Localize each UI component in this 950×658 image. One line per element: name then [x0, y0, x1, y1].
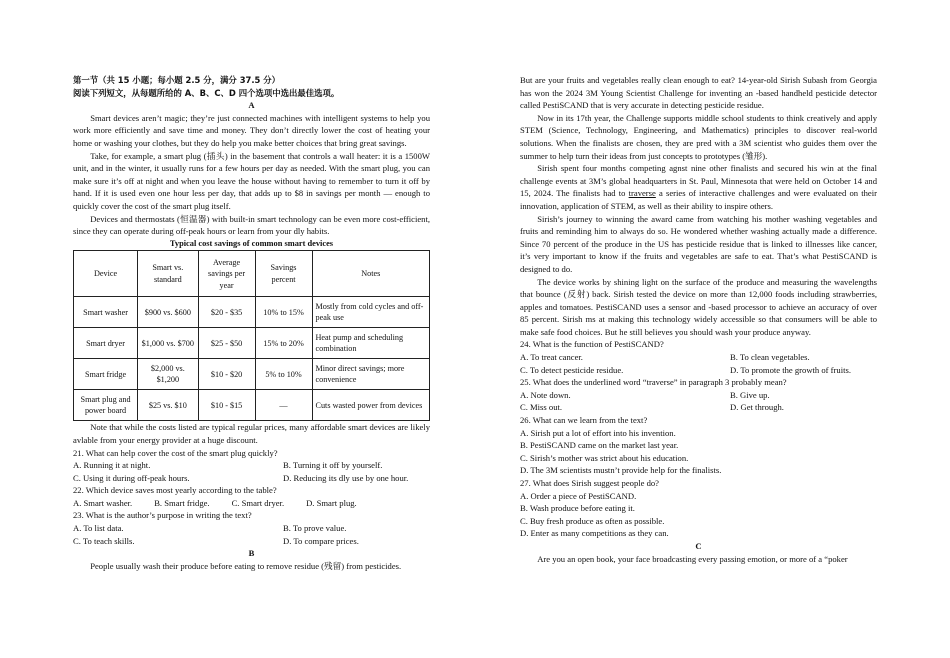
table-cell: 15% to 20% [255, 328, 312, 359]
underlined-word: traverse [628, 188, 656, 199]
passage-c-label: C [695, 540, 702, 551]
table-cell: Smart dryer [74, 328, 138, 359]
passage-a-paragraph: Devices and thermostats (恒温器) with built-in smart technology can be even more cost-efficient, since they can operate during off-peak hours or learn from your dly habits. [73, 213, 430, 237]
question-21-options [73, 459, 430, 484]
passage-b-paragraph: Sirish’s journey to winning the award came from watching his mother washing vegetables and fruits and reminding him to always do so. He wondered whether washing actually made a difference. Since 70 percent of the produce in the US has pesticide residue that is linked to illnesses like cancer, it’s very important to know if the fruits and vegetables are safe to eat. That’s what PestiSCAND is designed to do. [520, 213, 877, 274]
option: C. Miss out. [520, 402, 563, 413]
question-22: 22. Which device saves most yearly according to the table? [73, 485, 277, 496]
option: B. Wash produce before eating it. [520, 503, 635, 514]
option: A. To treat cancer. [520, 352, 583, 363]
passage-b-paragraph: People usually wash their produce before eating to remove residue (残留) from pesticides. [90, 560, 402, 571]
table-cell: — [255, 390, 312, 421]
question-25: 25. What does the underlined word “traverse” in paragraph 3 probably mean? [520, 377, 787, 388]
passage-b-paragraph: The device works by shining light on the surface of the produce and measuring the wavelengths that bounce (反射) back. Sirish tested the device on more than 12,000 foods including strawberries, apples and tomatoes. PestiSCAND uses a sensor and -based processor to achieve an accuracy of over 85 percent. Sirish ms at making this technology widely accessible so that consumers will be able to make safe food choices. But he still believes you should wash your produce anyway. [520, 276, 877, 337]
table-row [74, 328, 430, 359]
table-cell: $2,000 vs. $1,200 [138, 359, 199, 390]
table-header: Average savings per year [198, 251, 255, 297]
table-cell: 5% to 10% [255, 359, 312, 390]
option: A. Sirish put a lot of effort into his invention. [520, 427, 676, 438]
table-header: Notes [312, 251, 430, 297]
passage-c-paragraph: Are you an open book, your face broadcasting every passing emotion, or more of a “poker [537, 553, 848, 564]
passage-b-paragraph: But are your fruits and vegetables really clean enough to eat? 14-year-old Sirish Subash from Georgia has won the 2024 3M Young Scientist Challenge for inventing an -based handheld pesticide detector called PestiSCAND that is very accurate in detecting pesticide residue. [520, 75, 877, 111]
table-cell: $25 vs. $10 [138, 390, 199, 421]
table-cell: $25 - $50 [198, 328, 255, 359]
option: B. Smart fridge. [154, 497, 210, 508]
section-header: 第一节（共 15 小题；每小题 2.5 分，满分 37.5 分） [73, 75, 281, 85]
question-25-options [520, 389, 877, 414]
question-23: 23. What is the author’s purpose in writing the text? [73, 510, 252, 521]
instructions: 阅读下列短文，从每题所给的 A、B、C、D 四个选项中选出最佳选项。 [73, 87, 340, 98]
savings-table [73, 250, 430, 421]
passage-a-paragraph: Note that while the costs listed are typical regular prices, many affordable smart devices are likely avlable from your energy provider at a huge discount. [73, 422, 430, 445]
option: B. To prove value. [283, 523, 347, 534]
table-cell: $10 - $20 [198, 359, 255, 390]
question-21: 21. What can help cover the cost of the smart plug quickly? [73, 447, 278, 458]
question-24: 24. What is the function of PestiSCAND? [520, 339, 664, 350]
table-header: Device [74, 251, 138, 297]
passage-b-paragraph [520, 162, 877, 212]
question-23-options [73, 522, 430, 547]
question-27: 27. What does Sirish suggest people do? [520, 478, 659, 488]
option: C. To teach skills. [73, 535, 135, 546]
option: D. The 3M scientists mustn’t provide help for the finalists. [520, 465, 722, 476]
passage-a-paragraph: Take, for example, a smart plug (插头) in the basement that controls a wall heater: it is a 1500W unit, and in the winter, it usually runs for a few hours per day as needed. With the smart plug, you can make sure it’s off at night and when you leave the house without having to remember to turn it off by hand. If it is used even one hour less per day, that adds up to $8 in savings per month — enough to quickly cover the cost of the smart plug itself. [73, 150, 430, 211]
option: C. To detect pesticide residue. [520, 364, 624, 375]
right-column [520, 74, 877, 565]
table-cell: Mostly from cold cycles and off-peak use [312, 297, 430, 328]
table-header: Savings percent [255, 251, 312, 297]
left-column [73, 74, 430, 572]
option: B. Turning it off by yourself. [283, 460, 383, 471]
paragraph-text: a series of interactive challenges and were evaluated on their innovation, application of STEM, as well as their ability to inspire others. [520, 188, 877, 211]
option: D. Reducing its dly use by one hour. [283, 472, 409, 483]
option: A. Smart washer. [73, 497, 133, 508]
question-22-options [73, 497, 430, 510]
table-cell: $20 - $35 [198, 297, 255, 328]
question-26: 26. What can we learn from the text? [520, 415, 648, 426]
option: C. Sirish’s mother was strict about his education. [520, 452, 689, 463]
paragraph-text: Sirish spent four months competing agnst nine other finalists and secured his win at the final challenge events at 3M’s global headquarters in St. Paul, Minnesota that were held on October 14 and 15, 2024. The finalists had to [520, 163, 877, 199]
option: B. To clean vegetables. [730, 352, 810, 363]
option: D. Enter as many competitions as they can. [520, 528, 669, 539]
table-cell: $10 - $15 [198, 390, 255, 421]
option: A. To list data. [73, 523, 124, 534]
table-header: Smart vs. standard [138, 251, 199, 297]
passage-a-paragraph: Smart devices aren’t magic; they’re just connected machines with intelligent systems to help you work more efficiently and save time and money. They don’t directly lower the cost of heating your home or washing your clothes, but they do help you make better choices that bring great savings. [73, 112, 430, 148]
passage-b-paragraph: Now in its 17th year, the Challenge supports middle school students to think creatively and apply STEM (Science, Technology, Engineering, and Mathematics) principles to discover real-world solutions. When the finalists are chosen, they are pred with a 3M scientist who guides them over the summer to help turn their ideas from just concepts to prototypes (雏形). [520, 112, 877, 161]
option: D. To compare prices. [283, 535, 359, 546]
option: A. Note down. [520, 389, 571, 400]
table-title: Typical cost savings of common smart devices [169, 238, 334, 248]
table-cell: Smart washer [74, 297, 138, 328]
question-24-options [520, 351, 877, 376]
option: D. To promote the growth of fruits. [730, 364, 851, 375]
table-cell: Smart fridge [74, 359, 138, 390]
table-cell: $1,000 vs. $700 [138, 328, 199, 359]
table-cell: Minor direct savings; more convenience [312, 359, 430, 390]
option: A. Running it at night. [73, 460, 151, 471]
option: C. Smart dryer. [231, 497, 285, 508]
table-cell: Cuts wasted power from devices [312, 390, 430, 421]
table-row [74, 359, 430, 390]
table-cell: $900 vs. $600 [138, 297, 199, 328]
table-row [74, 297, 430, 328]
option: C. Using it during off-peak hours. [73, 472, 190, 483]
option: A. Order a piece of PestiSCAND. [520, 490, 637, 501]
option: B. PestiSCAND came on the market last year. [520, 440, 679, 451]
table-row [74, 390, 430, 421]
option: D. Get through. [730, 402, 784, 413]
table-cell: Heat pump and scheduling combination [312, 328, 430, 359]
option: C. Buy fresh produce as often as possible. [520, 515, 665, 526]
table-header-row [74, 251, 430, 297]
option: B. Give up. [730, 389, 770, 400]
passage-a-label: A [248, 100, 255, 111]
table-cell: Smart plug and power board [74, 390, 138, 421]
option: D. Smart plug. [306, 497, 357, 508]
passage-b-label: B [248, 548, 255, 559]
table-cell: 10% to 15% [255, 297, 312, 328]
